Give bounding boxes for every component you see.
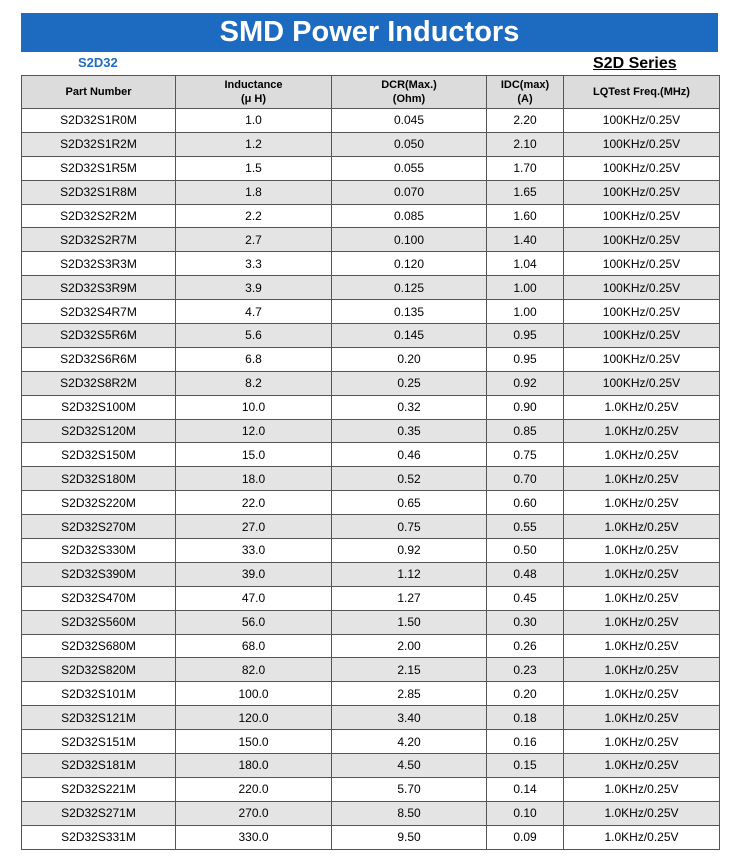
cell-dcr: 0.46 bbox=[332, 443, 487, 467]
cell-part-number: S2D32S3R9M bbox=[22, 276, 176, 300]
header-idc-line2: (A) bbox=[517, 93, 533, 105]
cell-lq-test-freq: 100KHz/0.25V bbox=[564, 347, 720, 371]
cell-part-number: S2D32S331M bbox=[22, 825, 176, 849]
cell-lq-test-freq: 100KHz/0.25V bbox=[564, 276, 720, 300]
cell-dcr: 0.145 bbox=[332, 324, 487, 348]
cell-inductance: 330.0 bbox=[176, 825, 332, 849]
cell-part-number: S2D32S121M bbox=[22, 706, 176, 730]
cell-lq-test-freq: 1.0KHz/0.25V bbox=[564, 777, 720, 801]
cell-dcr: 0.100 bbox=[332, 228, 487, 252]
page-title: SMD Power Inductors bbox=[21, 13, 718, 52]
cell-part-number: S2D32S680M bbox=[22, 634, 176, 658]
cell-inductance: 2.7 bbox=[176, 228, 332, 252]
table-row bbox=[22, 825, 720, 849]
cell-part-number: S2D32S560M bbox=[22, 610, 176, 634]
cell-idc: 0.75 bbox=[487, 443, 564, 467]
cell-dcr: 2.85 bbox=[332, 682, 487, 706]
table-row bbox=[22, 419, 720, 443]
cell-dcr: 0.055 bbox=[332, 156, 487, 180]
header-inductance-line1: Inductance bbox=[224, 79, 283, 91]
cell-part-number: S2D32S180M bbox=[22, 467, 176, 491]
cell-dcr: 0.135 bbox=[332, 300, 487, 324]
cell-inductance: 220.0 bbox=[176, 777, 332, 801]
cell-inductance: 8.2 bbox=[176, 371, 332, 395]
table-row bbox=[22, 658, 720, 682]
cell-inductance: 3.9 bbox=[176, 276, 332, 300]
cell-idc: 1.00 bbox=[487, 276, 564, 300]
cell-lq-test-freq: 1.0KHz/0.25V bbox=[564, 562, 720, 586]
table-row bbox=[22, 634, 720, 658]
cell-part-number: S2D32S5R6M bbox=[22, 324, 176, 348]
cell-lq-test-freq: 1.0KHz/0.25V bbox=[564, 658, 720, 682]
cell-idc: 0.09 bbox=[487, 825, 564, 849]
cell-idc: 0.18 bbox=[487, 706, 564, 730]
spec-table bbox=[21, 75, 720, 850]
table-row bbox=[22, 180, 720, 204]
cell-dcr: 1.12 bbox=[332, 562, 487, 586]
table-body bbox=[22, 109, 720, 850]
cell-idc: 2.20 bbox=[487, 109, 564, 133]
cell-dcr: 0.125 bbox=[332, 276, 487, 300]
cell-dcr: 3.40 bbox=[332, 706, 487, 730]
cell-part-number: S2D32S4R7M bbox=[22, 300, 176, 324]
cell-inductance: 6.8 bbox=[176, 347, 332, 371]
cell-dcr: 0.085 bbox=[332, 204, 487, 228]
cell-lq-test-freq: 1.0KHz/0.25V bbox=[564, 610, 720, 634]
cell-idc: 0.20 bbox=[487, 682, 564, 706]
cell-dcr: 0.32 bbox=[332, 395, 487, 419]
cell-dcr: 4.20 bbox=[332, 730, 487, 754]
header-idc-line1: IDC(max) bbox=[500, 79, 550, 91]
cell-lq-test-freq: 100KHz/0.25V bbox=[564, 300, 720, 324]
cell-part-number: S2D32S100M bbox=[22, 395, 176, 419]
cell-idc: 1.70 bbox=[487, 156, 564, 180]
cell-lq-test-freq: 1.0KHz/0.25V bbox=[564, 539, 720, 563]
cell-part-number: S2D32S120M bbox=[22, 419, 176, 443]
cell-idc: 1.00 bbox=[487, 300, 564, 324]
cell-inductance: 1.2 bbox=[176, 132, 332, 156]
table-row bbox=[22, 610, 720, 634]
model-label: S2D32 bbox=[78, 55, 118, 70]
cell-part-number: S2D32S150M bbox=[22, 443, 176, 467]
table-row bbox=[22, 156, 720, 180]
cell-part-number: S2D32S2R7M bbox=[22, 228, 176, 252]
series-label: S2D Series bbox=[593, 55, 677, 72]
cell-part-number: S2D32S270M bbox=[22, 515, 176, 539]
cell-dcr: 0.120 bbox=[332, 252, 487, 276]
cell-inductance: 2.2 bbox=[176, 204, 332, 228]
cell-idc: 0.48 bbox=[487, 562, 564, 586]
cell-part-number: S2D32S220M bbox=[22, 491, 176, 515]
cell-inductance: 270.0 bbox=[176, 801, 332, 825]
cell-inductance: 3.3 bbox=[176, 252, 332, 276]
cell-lq-test-freq: 1.0KHz/0.25V bbox=[564, 706, 720, 730]
cell-idc: 0.92 bbox=[487, 371, 564, 395]
cell-inductance: 39.0 bbox=[176, 562, 332, 586]
cell-part-number: S2D32S101M bbox=[22, 682, 176, 706]
header-inductance-line2: (μ H) bbox=[240, 93, 267, 105]
cell-idc: 0.95 bbox=[487, 324, 564, 348]
cell-part-number: S2D32S221M bbox=[22, 777, 176, 801]
cell-dcr: 0.92 bbox=[332, 539, 487, 563]
cell-part-number: S2D32S2R2M bbox=[22, 204, 176, 228]
cell-part-number: S2D32S8R2M bbox=[22, 371, 176, 395]
table-row bbox=[22, 586, 720, 610]
cell-idc: 0.30 bbox=[487, 610, 564, 634]
cell-idc: 0.23 bbox=[487, 658, 564, 682]
cell-dcr: 0.52 bbox=[332, 467, 487, 491]
cell-inductance: 68.0 bbox=[176, 634, 332, 658]
cell-inductance: 47.0 bbox=[176, 586, 332, 610]
cell-dcr: 0.35 bbox=[332, 419, 487, 443]
cell-idc: 1.65 bbox=[487, 180, 564, 204]
cell-dcr: 2.15 bbox=[332, 658, 487, 682]
table-row bbox=[22, 324, 720, 348]
cell-part-number: S2D32S3R3M bbox=[22, 252, 176, 276]
table-row bbox=[22, 515, 720, 539]
table-row bbox=[22, 682, 720, 706]
cell-idc: 1.60 bbox=[487, 204, 564, 228]
table-row bbox=[22, 347, 720, 371]
table-row bbox=[22, 252, 720, 276]
cell-dcr: 1.50 bbox=[332, 610, 487, 634]
cell-dcr: 2.00 bbox=[332, 634, 487, 658]
cell-inductance: 10.0 bbox=[176, 395, 332, 419]
cell-dcr: 0.65 bbox=[332, 491, 487, 515]
table-row bbox=[22, 132, 720, 156]
table-row bbox=[22, 777, 720, 801]
cell-lq-test-freq: 100KHz/0.25V bbox=[564, 324, 720, 348]
cell-idc: 0.26 bbox=[487, 634, 564, 658]
cell-inductance: 5.6 bbox=[176, 324, 332, 348]
header-lq-text: LQTest Freq.(MHz) bbox=[593, 86, 690, 98]
cell-part-number: S2D32S470M bbox=[22, 586, 176, 610]
cell-idc: 0.15 bbox=[487, 754, 564, 778]
cell-dcr: 5.70 bbox=[332, 777, 487, 801]
cell-dcr: 0.25 bbox=[332, 371, 487, 395]
cell-lq-test-freq: 100KHz/0.25V bbox=[564, 132, 720, 156]
cell-idc: 0.95 bbox=[487, 347, 564, 371]
cell-dcr: 0.75 bbox=[332, 515, 487, 539]
cell-inductance: 180.0 bbox=[176, 754, 332, 778]
cell-inductance: 27.0 bbox=[176, 515, 332, 539]
cell-lq-test-freq: 1.0KHz/0.25V bbox=[564, 419, 720, 443]
cell-inductance: 120.0 bbox=[176, 706, 332, 730]
header-idc bbox=[487, 76, 564, 109]
cell-idc: 0.85 bbox=[487, 419, 564, 443]
cell-lq-test-freq: 1.0KHz/0.25V bbox=[564, 395, 720, 419]
cell-idc: 0.16 bbox=[487, 730, 564, 754]
table-row bbox=[22, 754, 720, 778]
header-lq-test-freq bbox=[564, 76, 720, 109]
cell-lq-test-freq: 100KHz/0.25V bbox=[564, 180, 720, 204]
table-row bbox=[22, 467, 720, 491]
cell-lq-test-freq: 1.0KHz/0.25V bbox=[564, 634, 720, 658]
cell-part-number: S2D32S1R5M bbox=[22, 156, 176, 180]
cell-part-number: S2D32S151M bbox=[22, 730, 176, 754]
cell-idc: 0.45 bbox=[487, 586, 564, 610]
header-part-number bbox=[22, 76, 176, 109]
cell-dcr: 1.27 bbox=[332, 586, 487, 610]
cell-dcr: 8.50 bbox=[332, 801, 487, 825]
cell-lq-test-freq: 100KHz/0.25V bbox=[564, 204, 720, 228]
cell-inductance: 33.0 bbox=[176, 539, 332, 563]
cell-dcr: 0.045 bbox=[332, 109, 487, 133]
cell-lq-test-freq: 1.0KHz/0.25V bbox=[564, 682, 720, 706]
cell-inductance: 150.0 bbox=[176, 730, 332, 754]
cell-dcr: 9.50 bbox=[332, 825, 487, 849]
table-header-row bbox=[22, 76, 720, 109]
table-row bbox=[22, 371, 720, 395]
cell-lq-test-freq: 1.0KHz/0.25V bbox=[564, 491, 720, 515]
cell-idc: 0.60 bbox=[487, 491, 564, 515]
table-row bbox=[22, 562, 720, 586]
cell-inductance: 100.0 bbox=[176, 682, 332, 706]
cell-part-number: S2D32S271M bbox=[22, 801, 176, 825]
cell-part-number: S2D32S820M bbox=[22, 658, 176, 682]
table-row bbox=[22, 204, 720, 228]
cell-dcr: 4.50 bbox=[332, 754, 487, 778]
cell-idc: 0.50 bbox=[487, 539, 564, 563]
cell-inductance: 15.0 bbox=[176, 443, 332, 467]
table-row bbox=[22, 300, 720, 324]
cell-lq-test-freq: 100KHz/0.25V bbox=[564, 371, 720, 395]
table-row bbox=[22, 801, 720, 825]
table-row bbox=[22, 443, 720, 467]
header-dcr bbox=[332, 76, 487, 109]
cell-lq-test-freq: 1.0KHz/0.25V bbox=[564, 443, 720, 467]
table-row bbox=[22, 109, 720, 133]
table-row bbox=[22, 276, 720, 300]
table-row bbox=[22, 539, 720, 563]
cell-idc: 1.04 bbox=[487, 252, 564, 276]
cell-dcr: 0.070 bbox=[332, 180, 487, 204]
cell-part-number: S2D32S390M bbox=[22, 562, 176, 586]
cell-inductance: 82.0 bbox=[176, 658, 332, 682]
cell-idc: 0.14 bbox=[487, 777, 564, 801]
cell-lq-test-freq: 1.0KHz/0.25V bbox=[564, 586, 720, 610]
cell-inductance: 1.0 bbox=[176, 109, 332, 133]
cell-inductance: 1.8 bbox=[176, 180, 332, 204]
cell-inductance: 4.7 bbox=[176, 300, 332, 324]
cell-idc: 0.10 bbox=[487, 801, 564, 825]
cell-inductance: 56.0 bbox=[176, 610, 332, 634]
cell-lq-test-freq: 1.0KHz/0.25V bbox=[564, 754, 720, 778]
cell-idc: 0.90 bbox=[487, 395, 564, 419]
table-row bbox=[22, 730, 720, 754]
cell-part-number: S2D32S1R8M bbox=[22, 180, 176, 204]
header-dcr-line1: DCR(Max.) bbox=[381, 79, 437, 91]
cell-dcr: 0.20 bbox=[332, 347, 487, 371]
cell-inductance: 18.0 bbox=[176, 467, 332, 491]
cell-part-number: S2D32S181M bbox=[22, 754, 176, 778]
header-inductance bbox=[176, 76, 332, 109]
cell-part-number: S2D32S1R2M bbox=[22, 132, 176, 156]
cell-inductance: 1.5 bbox=[176, 156, 332, 180]
table-row bbox=[22, 706, 720, 730]
cell-lq-test-freq: 100KHz/0.25V bbox=[564, 109, 720, 133]
cell-lq-test-freq: 100KHz/0.25V bbox=[564, 156, 720, 180]
cell-lq-test-freq: 1.0KHz/0.25V bbox=[564, 825, 720, 849]
cell-lq-test-freq: 1.0KHz/0.25V bbox=[564, 801, 720, 825]
cell-lq-test-freq: 1.0KHz/0.25V bbox=[564, 467, 720, 491]
cell-part-number: S2D32S330M bbox=[22, 539, 176, 563]
cell-inductance: 12.0 bbox=[176, 419, 332, 443]
cell-lq-test-freq: 100KHz/0.25V bbox=[564, 252, 720, 276]
table-row bbox=[22, 228, 720, 252]
cell-idc: 2.10 bbox=[487, 132, 564, 156]
cell-part-number: S2D32S6R6M bbox=[22, 347, 176, 371]
table-row bbox=[22, 395, 720, 419]
cell-lq-test-freq: 100KHz/0.25V bbox=[564, 228, 720, 252]
header-dcr-line2: (Ohm) bbox=[392, 93, 426, 105]
cell-idc: 1.40 bbox=[487, 228, 564, 252]
cell-inductance: 22.0 bbox=[176, 491, 332, 515]
cell-idc: 0.70 bbox=[487, 467, 564, 491]
cell-idc: 0.55 bbox=[487, 515, 564, 539]
cell-lq-test-freq: 1.0KHz/0.25V bbox=[564, 515, 720, 539]
cell-dcr: 0.050 bbox=[332, 132, 487, 156]
table-row bbox=[22, 491, 720, 515]
header-part-number-text: Part Number bbox=[65, 86, 132, 98]
cell-part-number: S2D32S1R0M bbox=[22, 109, 176, 133]
cell-lq-test-freq: 1.0KHz/0.25V bbox=[564, 730, 720, 754]
